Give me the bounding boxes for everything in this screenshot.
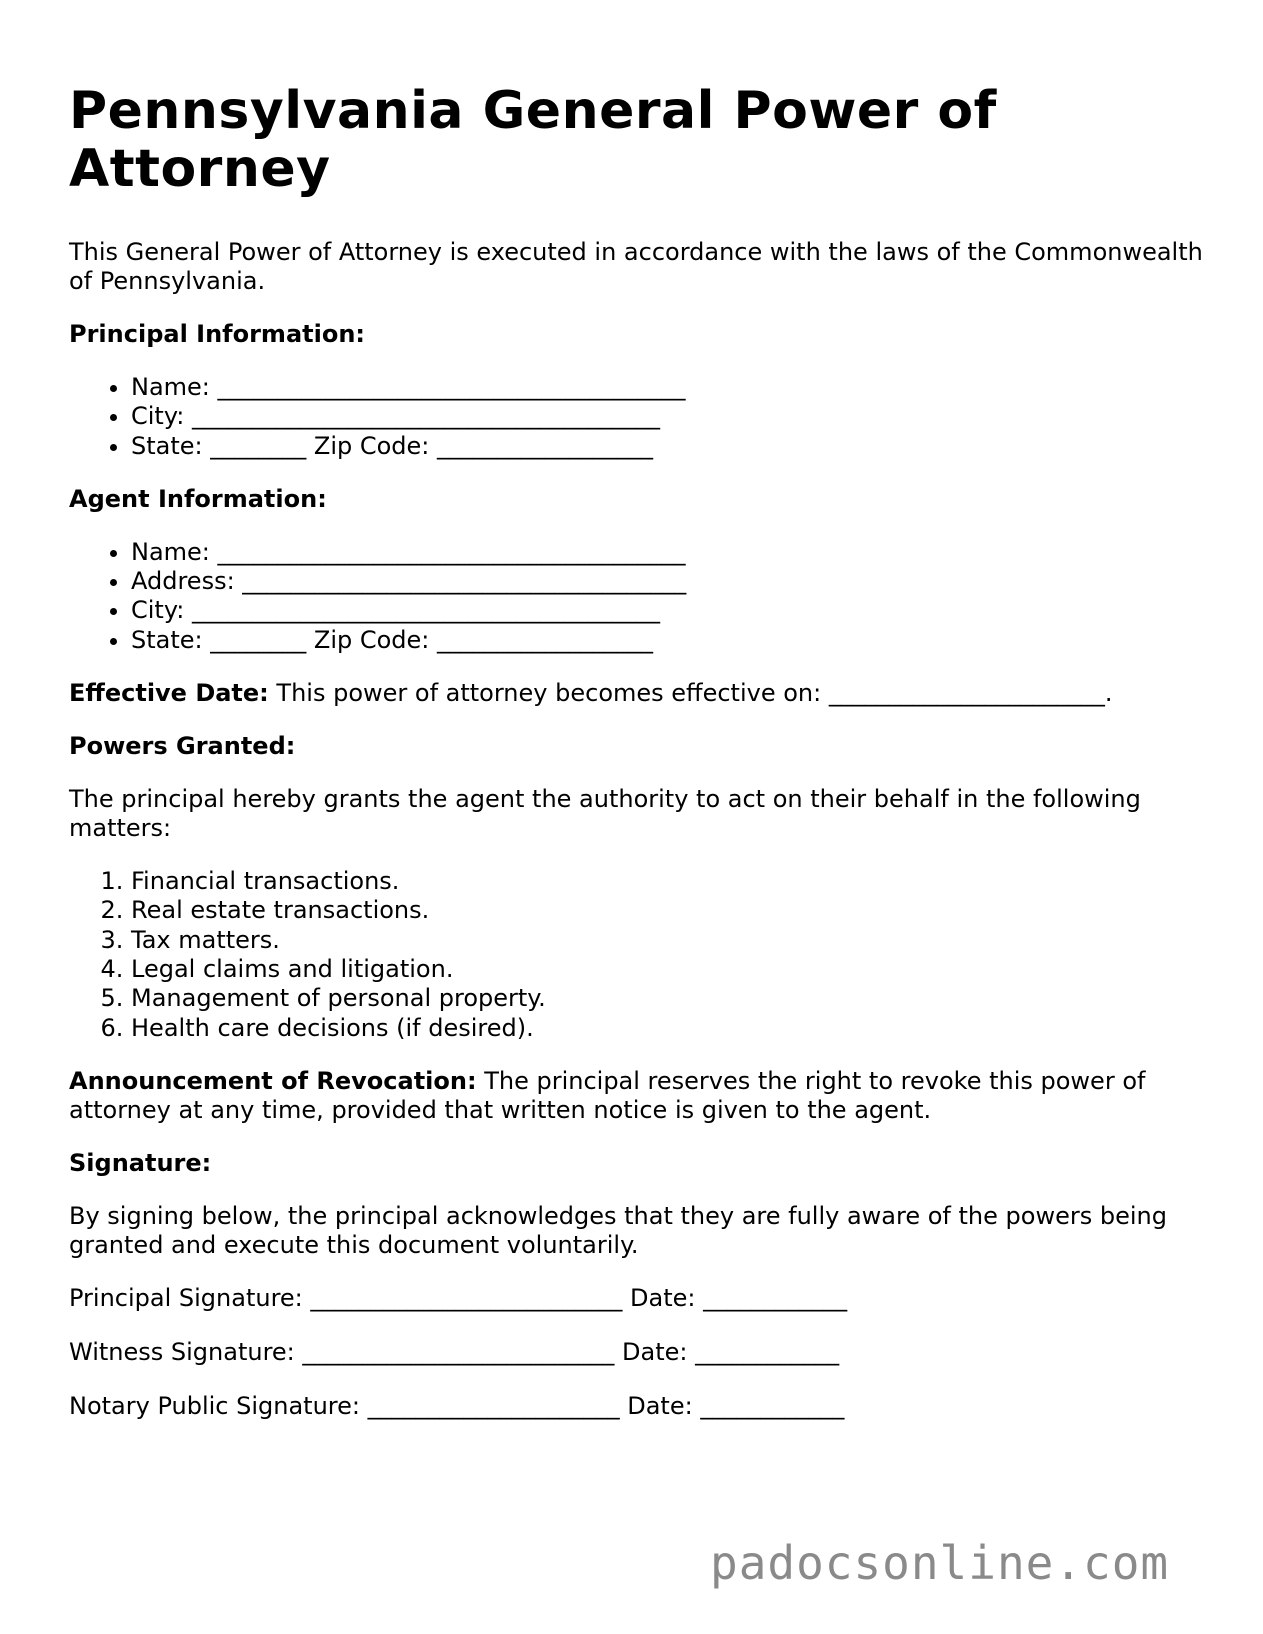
effective-date-paragraph	[69, 679, 1209, 708]
agent-address-field: • Address: _____________________________________	[131, 567, 1209, 596]
effective-date-text: This power of attorney becomes effective on: _______________________.	[268, 679, 1113, 708]
revocation-text: The principal reserves the right to revoke this power of attorney at any time, provided that written notice is given to the agent.	[69, 1066, 1146, 1124]
agent-heading: Agent Information:	[69, 484, 327, 513]
principal-signature-line: Principal Signature: __________________________ Date: ____________	[69, 1283, 848, 1312]
agent-name-field: • Name: _______________________________________	[131, 538, 1209, 567]
effective-date-label: Effective Date:	[69, 679, 269, 708]
document-title: Pennsylvania General Power of Attorney	[69, 81, 997, 199]
site-watermark: padocsonline.com	[710, 1536, 1170, 1590]
witness-signature-line: Witness Signature: __________________________ Date: ____________	[69, 1337, 840, 1366]
powers-list	[69, 867, 1209, 1043]
principal-state-zip-field: • State: ________ Zip Code: __________________	[131, 432, 1209, 461]
document-page	[69, 82, 1209, 1446]
signature-intro: By signing below, the principal acknowledges that they are fully aware of the powers being granted and execute this document voluntarily.	[69, 1201, 1167, 1259]
powers-intro: The principal hereby grants the agent the authority to act on their behalf in the following matters:	[69, 785, 1141, 843]
principal-name-field: • Name: _______________________________________	[131, 373, 1209, 402]
principal-list	[69, 373, 1209, 461]
notary-signature-line: Notary Public Signature: _____________________ Date: ____________	[69, 1391, 845, 1420]
revocation-paragraph	[69, 1067, 1209, 1125]
power-item: 3. Tax matters.	[131, 926, 1209, 955]
agent-city-field: • City: _______________________________________	[131, 596, 1209, 625]
power-item: 6. Health care decisions (if desired).	[131, 1014, 1209, 1043]
principal-city-field: • City: _______________________________________	[131, 402, 1209, 431]
principal-heading: Principal Information:	[69, 320, 366, 348]
power-item: 2. Real estate transactions.	[131, 896, 1209, 925]
power-item: 4. Legal claims and litigation.	[131, 955, 1209, 984]
agent-state-zip-field: • State: ________ Zip Code: __________________	[131, 626, 1209, 655]
intro-paragraph: This General Power of Attorney is executed in accordance with the laws of the Commonwealth of Pennsylvania.	[69, 238, 1203, 295]
signature-heading: Signature:	[69, 1148, 212, 1177]
power-item: 1. Financial transactions.	[131, 867, 1209, 896]
power-item: 5. Management of personal property.	[131, 984, 1209, 1013]
revocation-label: Announcement of Revocation:	[69, 1066, 477, 1095]
agent-list	[69, 538, 1209, 655]
powers-heading: Powers Granted:	[69, 732, 296, 761]
